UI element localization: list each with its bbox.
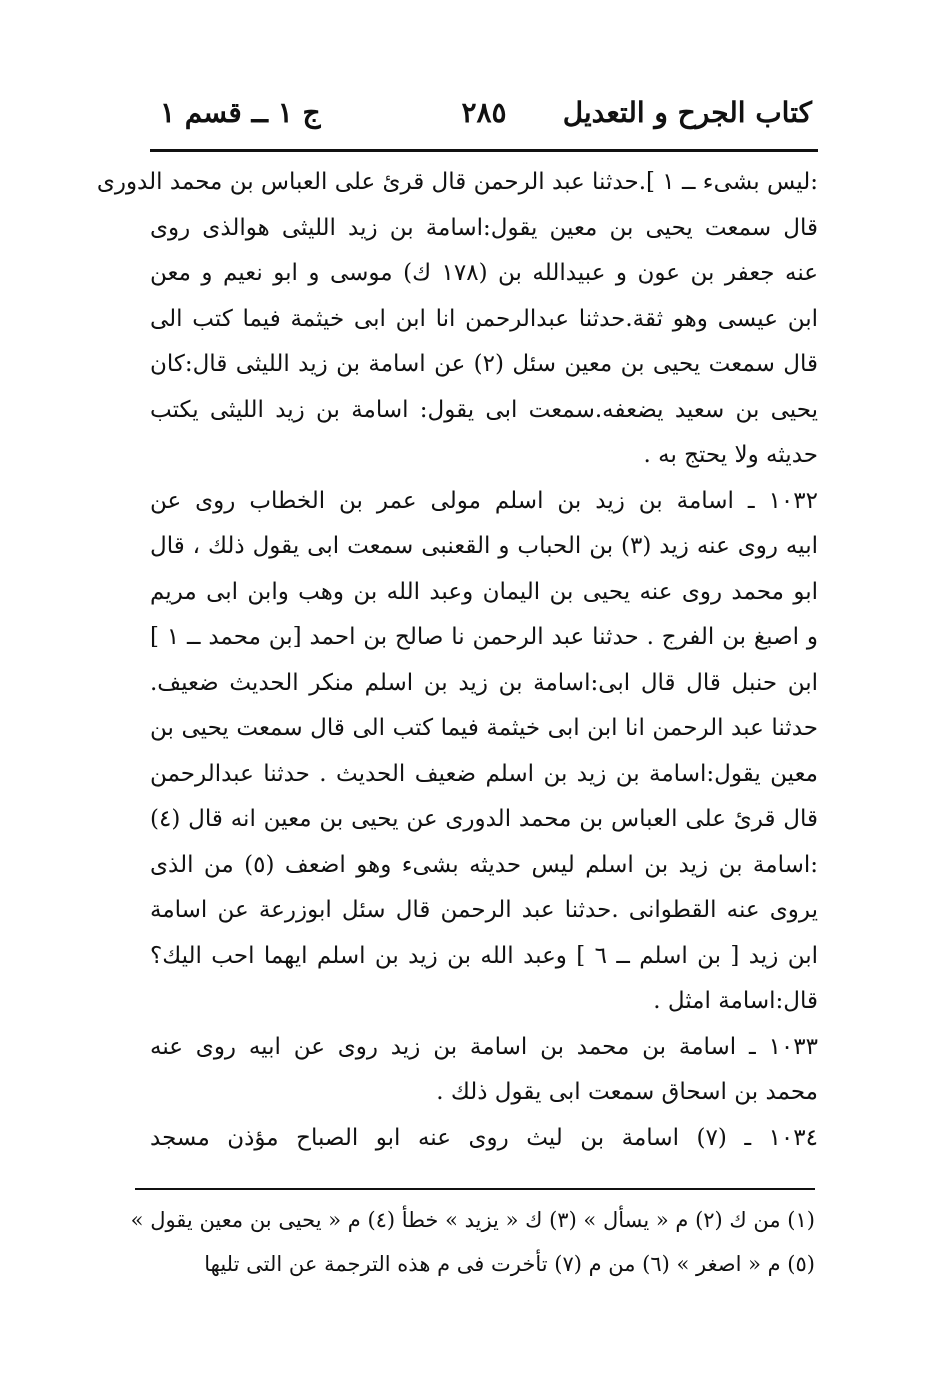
text-line: و اصبغ بن الفرج . حدثنا عبد الرحمن نا صالح بن احمد [بن محمد ــ ١ ] <box>150 624 818 650</box>
page-header <box>150 88 818 152</box>
part-label: ج ١ ــ قسم ١ <box>160 96 321 129</box>
text-line: قال سمعت يحيى بن معين يقول:اسامة بن زيد الليثى هوالذى روى <box>150 214 818 241</box>
text-line: ابن زيد [ بن اسلم ــ ٦ ] وعبد الله بن زيد بن اسلم ايهما احب اليك؟ <box>150 942 818 969</box>
text-line: قال:اسامة امثل . <box>653 988 818 1014</box>
text-line: حديثه ولا يحتج به . <box>643 442 818 468</box>
text-line: معين يقول:اسامة بن زيد بن اسلم ضعيف الحديث . حدثنا عبدالرحمن <box>150 760 818 787</box>
text-line: قال قرئ على العباس بن محمد الدورى عن يحيى بن معين انه قال (٤) <box>150 806 818 832</box>
page <box>96 88 819 1161</box>
header-rule <box>150 149 818 152</box>
entry-1032-line: ١٠٣٢ ـ اسامة بن زيد بن اسلم مولى عمر بن الخطاب روى عن <box>150 487 818 514</box>
footnote-line: (١) من ك (٢) م « يسأل » (٣) ك « يزيد » خطأ (٤) م « يحيى بن معين يقول » <box>130 1208 815 1232</box>
footnote-line: (٥) م « اصغر » (٦) من م (٧) تأخرت فى م هذه الترجمة عن التى تليها <box>204 1252 815 1276</box>
entry-1034-line: ١٠٣٤ ـ (٧) اسامة بن ليث روى عنه ابو الصباح مؤذن مسجد <box>150 1124 818 1151</box>
text-line: حدثنا عبد الرحمن انا ابن ابى خيثمة فيما كتب الى قال سمعت يحيى بن <box>150 715 818 741</box>
text-line: :اسامة بن زيد بن اسلم ليس حديثه بشىء وهو اضعف (٥) من الذى <box>150 851 818 878</box>
text-line: :ليس بشىء ــ ١ ].حدثنا عبد الرحمن قال قرئ على العباس بن محمد الدورى <box>96 169 818 195</box>
text-line: محمد بن اسحاق سمعت ابى يقول ذلك . <box>436 1079 818 1105</box>
text-line: عنه جعفر بن عون و عبيدالله بن (١٧٨ ك) موسى و ابو نعيم و معن <box>150 260 819 286</box>
text-line: ابو محمد روى عنه يحيى بن اليمان وعبد الله بن وهب وابن ابى مريم <box>150 578 818 605</box>
page-number: ٢٨٥ <box>461 96 507 129</box>
footnotes <box>130 1198 815 1286</box>
entry-1033-line: ١٠٣٣ ـ اسامة بن محمد بن اسامة بن زيد روى عن ابيه روى عنه <box>150 1033 818 1060</box>
text-line: ابن عيسى وهو ثقة.حدثنا عبدالرحمن انا ابن ابى خيثمة فيما كتب الى <box>150 305 818 332</box>
text-line: يحيى بن سعيد يضعفه.سمعت ابى يقول: اسامة بن زيد الليثى يكتب <box>150 396 818 423</box>
text-line: ابن حنبل قال قال ابى:اسامة بن زيد بن اسلم منكر الحديث ضعيف. <box>150 669 818 696</box>
text-line: قال سمعت يحيى بن معين سئل (٢) عن اسامة بن زيد الليثى قال:كان <box>150 351 818 377</box>
text-line: ابيه روى عنه زيد (٣) بن الحباب و القعنبى سمعت ابى يقول ذلك ، قال <box>150 533 818 559</box>
main-text <box>96 160 819 1161</box>
text-line: يروى عنه القطوانى .حدثنا عبد الرحمن قال سئل ابوزرعة عن اسامة <box>150 897 818 923</box>
book-title: كتاب الجرح و التعديل <box>562 96 812 129</box>
footnote-rule <box>135 1188 815 1190</box>
